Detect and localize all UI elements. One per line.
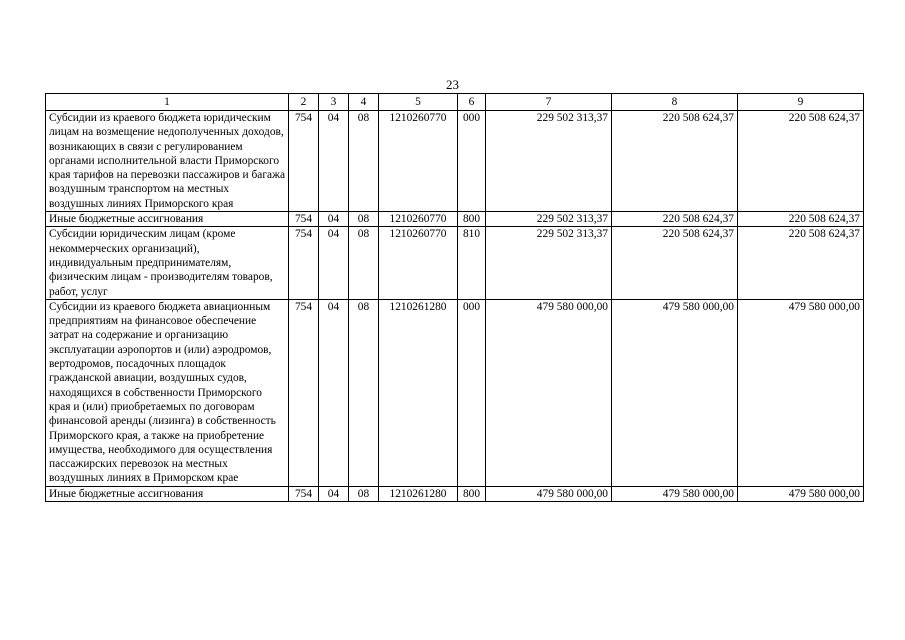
column-header: 8	[612, 94, 738, 111]
amount-col7: 229 502 313,37	[486, 212, 612, 227]
header-row	[46, 94, 864, 111]
subsection-code: 08	[349, 486, 379, 501]
section-code: 04	[319, 212, 349, 227]
column-header: 2	[289, 94, 319, 111]
amount-col8: 220 508 624,37	[612, 227, 738, 299]
page-number: 23	[446, 77, 459, 92]
amount-col9: 220 508 624,37	[738, 111, 864, 212]
row-name: Иные бюджетные ассигнования	[46, 486, 289, 501]
expense-type-code: 810	[458, 227, 486, 299]
row-name: Субсидии из краевого бюджета авиационным предприятиям на финансовое обеспечение затрат на содержание и организацию эксплуатации аэропортов и (или) аэродромов, вертодромов, посадочных площадок гражданской авиации, воздушных судов, находящихся в собственности Приморского края и (или) приобретаемых по договорам финансовой аренды (лизинга) в собственность Приморского края, а также на приобретение имущества, необходимого для осуществления пассажирских перевозок на местных воздушных линиях в Приморском крае	[46, 299, 289, 486]
ministry-code: 754	[289, 212, 319, 227]
ministry-code: 754	[289, 299, 319, 486]
amount-col8: 220 508 624,37	[612, 111, 738, 212]
amount-col8: 220 508 624,37	[612, 212, 738, 227]
target-item-code: 1210260770	[379, 111, 458, 212]
expense-type-code: 000	[458, 299, 486, 486]
section-code: 04	[319, 299, 349, 486]
column-header: 4	[349, 94, 379, 111]
column-header: 1	[46, 94, 289, 111]
table-row	[46, 299, 864, 486]
amount-col7: 479 580 000,00	[486, 299, 612, 486]
expense-type-code: 000	[458, 111, 486, 212]
subsection-code: 08	[349, 299, 379, 486]
target-item-code: 1210260770	[379, 212, 458, 227]
ministry-code: 754	[289, 486, 319, 501]
amount-col8: 479 580 000,00	[612, 299, 738, 486]
section-code: 04	[319, 227, 349, 299]
table-row	[46, 227, 864, 299]
table-row	[46, 111, 864, 212]
row-name: Субсидии из краевого бюджета юридическим лицам на возмещение недополученных доходов, возникающих в связи с регулированием органами исполнительной власти Приморского края тарифов на перевозки пассажиров и багажа воздушным транспортом на местных воздушных линиях Приморского края	[46, 111, 289, 212]
amount-col7: 479 580 000,00	[486, 486, 612, 501]
amount-col8: 479 580 000,00	[612, 486, 738, 501]
ministry-code: 754	[289, 111, 319, 212]
amount-col7: 229 502 313,37	[486, 227, 612, 299]
column-header: 5	[379, 94, 458, 111]
section-code: 04	[319, 111, 349, 212]
column-header: 7	[486, 94, 612, 111]
row-name: Субсидии юридическим лицам (кроме некоммерческих организаций), индивидуальным предпринимателям, физическим лицам - производителям товаров, работ, услуг	[46, 227, 289, 299]
column-header: 9	[738, 94, 864, 111]
column-header: 6	[458, 94, 486, 111]
subsection-code: 08	[349, 212, 379, 227]
subsection-code: 08	[349, 111, 379, 212]
budget-table	[45, 93, 864, 502]
table-row	[46, 212, 864, 227]
amount-col7: 229 502 313,37	[486, 111, 612, 212]
target-item-code: 1210261280	[379, 299, 458, 486]
expense-type-code: 800	[458, 212, 486, 227]
section-code: 04	[319, 486, 349, 501]
target-item-code: 1210261280	[379, 486, 458, 501]
target-item-code: 1210260770	[379, 227, 458, 299]
ministry-code: 754	[289, 227, 319, 299]
amount-col9: 479 580 000,00	[738, 299, 864, 486]
row-name: Иные бюджетные ассигнования	[46, 212, 289, 227]
expense-type-code: 800	[458, 486, 486, 501]
amount-col9: 220 508 624,37	[738, 212, 864, 227]
amount-col9: 220 508 624,37	[738, 227, 864, 299]
amount-col9: 479 580 000,00	[738, 486, 864, 501]
column-header: 3	[319, 94, 349, 111]
table-row	[46, 486, 864, 501]
subsection-code: 08	[349, 227, 379, 299]
